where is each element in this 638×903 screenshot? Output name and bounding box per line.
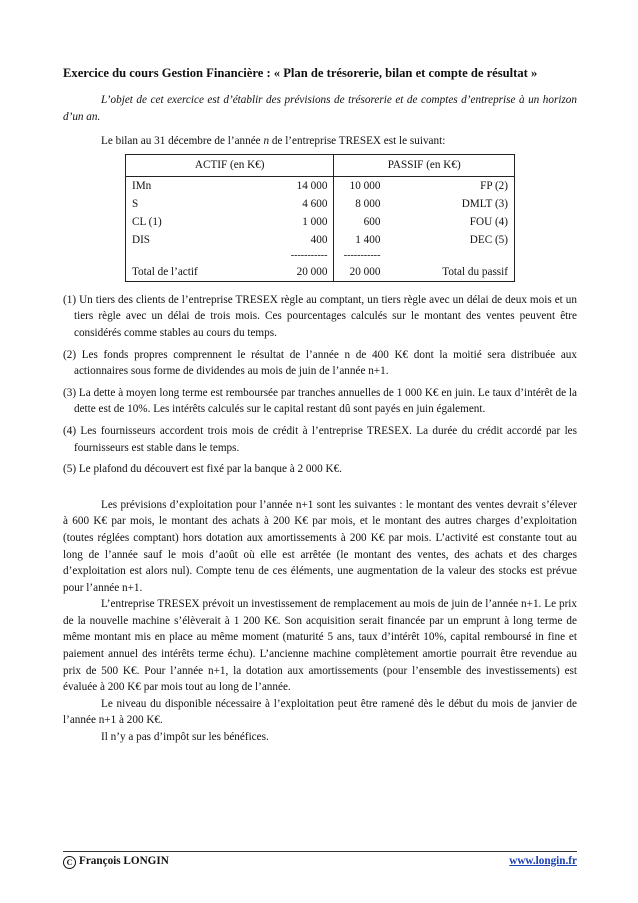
passif-header: PASSIF (en K€): [334, 154, 515, 176]
passif-value: 8 000: [355, 197, 381, 210]
cash-level-paragraph: Le niveau du disponible nécessaire à l’exploitation peut être ramené dès le début du mois de janvier de l’année n+1 à 200 K€.: [63, 697, 577, 727]
table-row: [126, 195, 515, 213]
forecast-paragraph: Les prévisions d’exploitation pour l’année n+1 sont les suivantes : le montant des ventes devrait s’élever à 600 K€ par mois, le montant des achats à 200 K€ par mois, et le montant des autres charges d’exploitation (toutes réglées comptant) hors dotation aux amortissements à 200 K€ par mois. L’activité est constante tout au long de l’année sauf le mois d’août où elle est arrêtée (le montant des ventes, des achats et des charges d’exploitation est alors nul). Compte tenu de ces éléments, une augmentation de la valeur des stocks est prévue pour l’année n+1.: [63, 498, 577, 594]
note-4: (4) Les fournisseurs accordent trois mois de crédit à l’entreprise TRESEX. La durée du crédit accordé par les fournisseurs est stable dans le temps.: [63, 424, 577, 454]
balance-sheet-header-row: [126, 154, 515, 176]
actif-value: 1 000: [254, 213, 334, 231]
tax-paragraph: Il n’y a pas d’impôt sur les bénéfices.: [101, 731, 269, 744]
total-row: [126, 263, 515, 282]
actif-label: DIS: [132, 233, 151, 246]
passif-label: FOU (4): [469, 215, 508, 228]
lead-year: n: [263, 135, 270, 148]
note-1: (1) Un tiers des clients de l’entreprise TRESEX règle au comptant, un tiers règle avec un délai de deux mois et un tiers règle avec un délai de trois mois. Ces pourcentages calculés sur le montant des ventes peuvent être considérés comme stables au cours du temps.: [63, 293, 577, 339]
balance-sheet-table: [125, 154, 515, 282]
actif-label: IMn: [132, 179, 152, 192]
actif-value: 14 000: [254, 176, 334, 195]
footer-author: [63, 855, 169, 869]
passif-value: 10 000: [349, 179, 381, 192]
copyright-icon: C: [63, 856, 76, 869]
total-passif-label: Total du passif: [442, 265, 508, 278]
note-2: (2) Les fonds propres comprennent le résultat de l’année n de 400 K€ dont la moitié sera distribuée aux actionnaires sous forme de dividendes au mois de juin de l’année n+1.: [63, 348, 577, 378]
dash-row: [126, 249, 515, 263]
passif-label: FP (2): [480, 179, 508, 192]
passif-value: 600: [363, 215, 381, 228]
notes-list: [63, 292, 577, 478]
footer-website-link[interactable]: www.longin.fr: [509, 855, 577, 867]
document-page: [63, 64, 577, 746]
dash-separator-right: -----------: [343, 249, 381, 261]
total-actif-label: Total de l’actif: [132, 265, 198, 278]
actif-label: S: [132, 197, 139, 210]
total-actif-value: 20 000: [254, 263, 334, 282]
author-name: François LONGIN: [79, 855, 169, 867]
intro-paragraph: L’objet de cet exercice est d’établir des prévisions de trésorerie et de comptes d’entreprise à un horizon d’un an.: [63, 94, 577, 123]
exercise-title: Exercice du cours Gestion Financière : « Plan de trésorerie, bilan et compte de résultat »: [63, 66, 538, 80]
note-3: (3) La dette à moyen long terme est remboursée par tranches annuelles de 1 000 K€ en juin. Le taux d’intérêt de la dette est de 10%. Les intérêts calculés sur le capital restant dû sont payés en juin également.: [63, 386, 577, 416]
passif-value: 1 400: [355, 233, 381, 246]
balance-sheet-lead: [63, 133, 577, 150]
note-5: (5) Le plafond du découvert est fixé par la banque à 2 000 K€.: [63, 463, 342, 476]
investment-paragraph: L’entreprise TRESEX prévoit un investissement de remplacement au mois de juin de l’année n+1. Le prix de la nouvelle machine s’élèverait à 1 200 K€. Son acquisition serait financée par un emprunt à long terme de même montant mis en place au même moment (maturité 5 ans, taux d’intérêt 10%, capital remboursé in fine et paiement annuel des intérêts terme échu). L’ancienne machine complètement amortie pourrait être revendue au prix de 500 K€. Pour l’année n+1, la dotation aux amortissements (pour l’ensemble des investissements) est évaluée à 200 K€ par mois tout au long de l’année.: [63, 598, 577, 694]
actif-header: ACTIF (en K€): [126, 154, 334, 176]
actif-label: CL (1): [132, 215, 162, 228]
actif-value: 4 600: [254, 195, 334, 213]
table-row: [126, 231, 515, 249]
table-row: [126, 213, 515, 231]
dash-separator-left: -----------: [254, 249, 334, 263]
lead-before: Le bilan au 31 décembre de l’année: [101, 135, 264, 148]
passif-label: DEC (5): [469, 233, 508, 246]
page-footer: [63, 851, 577, 867]
table-row: [126, 176, 515, 195]
lead-after: de l’entreprise TRESEX est le suivant:: [269, 135, 446, 148]
total-passif-value: 20 000: [349, 265, 381, 278]
actif-value: 400: [254, 231, 334, 249]
passif-label: DMLT (3): [461, 197, 508, 210]
